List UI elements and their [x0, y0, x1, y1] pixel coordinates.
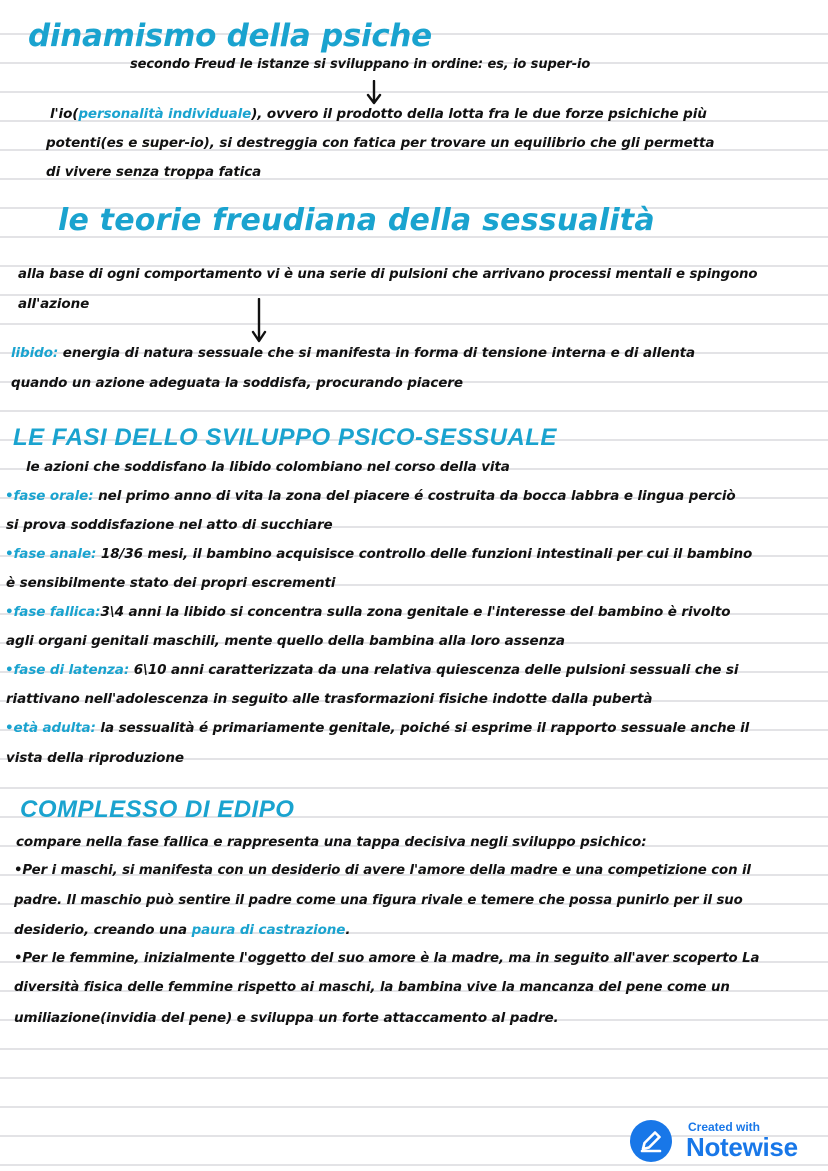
fase-orale-label: fase orale: [13, 488, 94, 504]
edipo-femmine-line2: diversità fisica delle femmine rispetto ai maschi, la bambina vive la mancanza del pene come un [14, 980, 730, 995]
fase-latenza-line2: riattivano nell'adolescenza in seguito alle trasformazioni fisiche indotte dalla pubertà [6, 691, 653, 707]
arrow-down-icon [366, 80, 382, 106]
edipo-intro: compare nella fase fallica e rappresenta una tappa decisiva negli sviluppo psichico: [16, 834, 647, 850]
edipo-femmine-line3: umiliazione(invidia del pene) e sviluppa un forte attaccamento al padre. [14, 1010, 559, 1026]
section-title-edipo: COMPLESSO DI EDIPO [20, 796, 295, 823]
text-segment: desiderio, creando una [14, 922, 192, 938]
pen-icon [630, 1120, 672, 1162]
text-segment: l'io( [50, 106, 79, 122]
subtitle-freud: secondo Freud le istanze si sviluppano in ordine: es, io super-io [130, 57, 591, 72]
fasi-intro: le azioni che soddisfano la libido colombiano nel corso della vita [26, 459, 510, 475]
section-title-teorie: le teorie freudiana della sessualità [58, 203, 655, 238]
bullet: • [5, 604, 14, 620]
text-segment: 6\10 anni caratterizzata da una relativa quiescenza delle pulsioni sessuali che si [129, 662, 739, 678]
fase-latenza-label: fase di latenza: [13, 662, 130, 678]
arrow-down-icon [251, 298, 267, 344]
bullet: • [5, 720, 14, 736]
eta-adulta-line1 [5, 720, 749, 736]
notewise-logo [630, 1118, 820, 1164]
paragraph-pulsioni-line2: all'azione [18, 296, 90, 312]
text-segment: ), ovvero il prodotto della lotta fra le due forze psichiche più [251, 106, 707, 122]
text-segment: la sessualità é primariamente genitale, poiché si esprime il rapporto sessuale anche il [95, 720, 750, 736]
fase-orale-line1 [5, 488, 736, 504]
fase-anale-line1 [5, 546, 752, 562]
paragraph-pulsioni-line1: alla base di ogni comportamento vi è una serie di pulsioni che arrivano processi mentali e spingono [18, 267, 758, 282]
text-segment: nel primo anno di vita la zona del piacere é costruita da bocca labbra e lingua perciò [93, 488, 736, 504]
logo-circle [630, 1120, 672, 1162]
text-segment: 18/36 mesi, il bambino acquisisce controllo delle funzioni intestinali per cui il bambino [96, 546, 753, 562]
libido-label: libido: [11, 345, 59, 361]
fase-fallica-line2: agli organi genitali maschili, mente quello della bambina alla loro assenza [6, 633, 565, 649]
bullet: • [5, 488, 14, 504]
logo-created-with: Created with [688, 1120, 761, 1134]
highlight-personalita: personalità individuale [78, 106, 252, 122]
edipo-maschi-line1: •Per i maschi, si manifesta con un desiderio di avere l'amore della madre e una competizione con il [14, 863, 751, 878]
eta-adulta-line2: vista della riproduzione [6, 750, 184, 766]
eta-adulta-label: età adulta: [13, 720, 96, 736]
libido-definition-line2: quando un azione adeguata la soddisfa, procurando piacere [11, 375, 463, 391]
text-segment: . [345, 922, 351, 938]
fase-latenza-line1 [5, 662, 738, 678]
fase-fallica-label: fase fallica: [13, 604, 101, 620]
paragraph-io-line1 [50, 106, 707, 122]
paragraph-io-line2: potenti(es e super-io), si destreggia con fatica per trovare un equilibrio che gli permetta [46, 135, 715, 151]
fase-anale-label: fase anale: [13, 546, 97, 562]
bullet: • [5, 546, 14, 562]
libido-definition-line1 [11, 345, 695, 361]
highlight-paura-castrazione: paura di castrazione [191, 922, 346, 938]
edipo-femmine-line1: •Per le femmine, inizialmente l'oggetto del suo amore è la madre, ma in seguito all'aver scoperto La [14, 951, 760, 966]
edipo-maschi-line2: padre. Il maschio può sentire il padre come una figura rivale e temere che possa punirlo per il suo [14, 893, 743, 908]
edipo-maschi-line3 [14, 922, 350, 938]
logo-brand-name: Notewise [686, 1132, 798, 1162]
fase-fallica-line1 [5, 604, 730, 620]
fase-anale-line2: è sensibilmente stato dei propri escrementi [6, 575, 336, 591]
bullet: • [5, 662, 14, 678]
section-title-dinamismo: dinamismo della psiche [28, 18, 432, 54]
text-segment: energia di natura sessuale che si manifesta in forma di tensione interna e di allenta [58, 345, 695, 361]
section-title-fasi: LE FASI DELLO SVILUPPO PSICO-SESSUALE [13, 424, 557, 451]
text-segment: 3\4 anni la libido si concentra sulla zona genitale e l'interesse del bambino è rivolto [100, 604, 731, 620]
paragraph-io-line3: di vivere senza troppa fatica [46, 164, 262, 180]
fase-orale-line2: si prova soddisfazione nel atto di succhiare [6, 517, 333, 533]
